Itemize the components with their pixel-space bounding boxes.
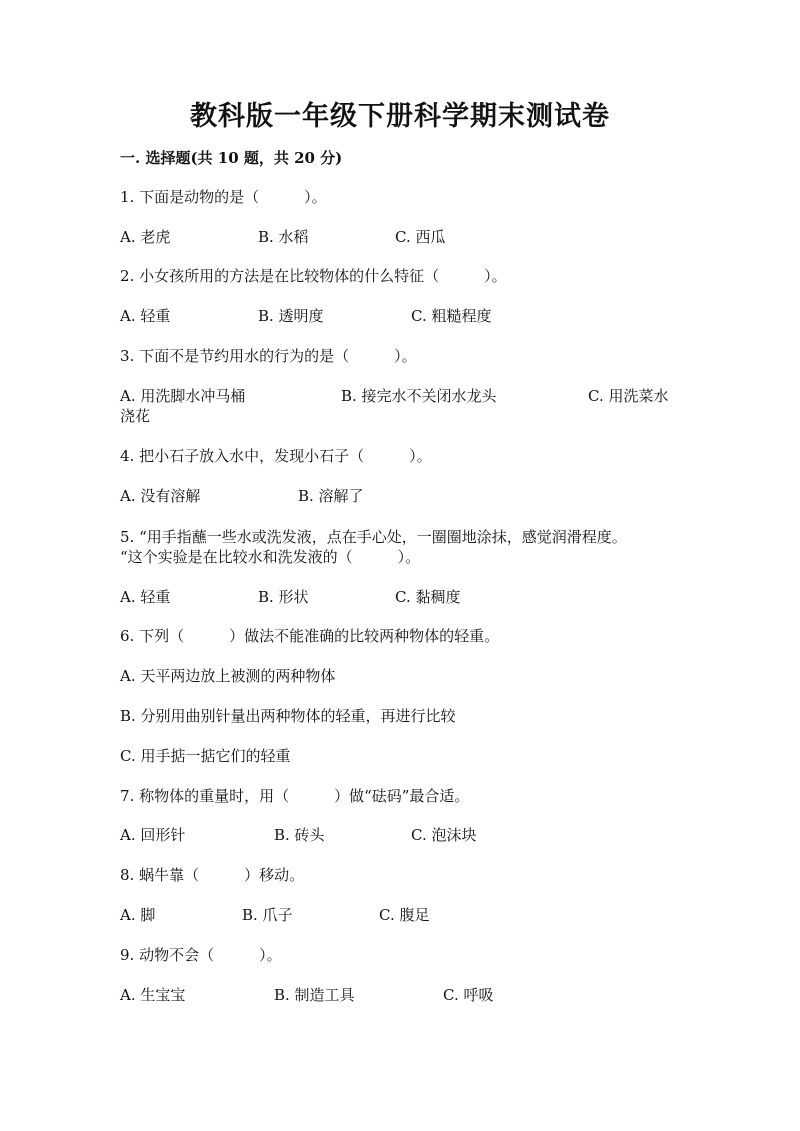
q6-option-c: C. 用手掂一掂它们的轻重 [120,747,291,765]
question-9: 9. 动物不会（ ）。 [120,946,282,964]
q1-option-a: A. 老虎 [120,228,171,246]
q2-option-b: B. 透明度 [258,307,324,325]
question-7: 7. 称物体的重量时，用（ ）做“砝码”最合适。 [120,787,470,805]
q9-option-b: B. 制造工具 [274,986,355,1004]
q3-option-c-continued: 浇花 [120,407,151,425]
q2-option-a: A. 轻重 [120,307,171,325]
q1-option-b: B. 水稻 [258,228,309,246]
question-5: 5. “用手指蘸一些水或洗发液，点在手心处，一圈圈地涂抹，感觉润滑程度。 [120,528,627,546]
q7-option-b: B. 砖头 [274,826,325,844]
question-4: 4. 把小石子放入水中，发现小石子（ ）。 [120,447,432,465]
q2-option-c: C. 粗糙程度 [411,307,492,325]
section-heading: 一. 选择题(共 10 题，共 20 分) [120,149,343,167]
q3-option-a: A. 用洗脚水冲马桶 [120,387,246,405]
q9-option-a: A. 生宝宝 [120,986,186,1004]
q5-option-c: C. 黏稠度 [395,588,461,606]
question-8: 8. 蜗牛靠（ ）移动。 [120,866,305,884]
q3-option-b: B. 接完水不关闭水龙头 [341,387,497,405]
q8-option-c: C. 腹足 [379,906,430,924]
question-1: 1. 下面是动物的是（ ）。 [120,188,327,206]
question-5-continued: “这个实验是在比较水和洗发液的（ ）。 [120,548,421,566]
q3-option-c: C. 用洗菜水 [588,387,669,405]
q5-option-a: A. 轻重 [120,588,171,606]
q4-option-b: B. 溶解了 [298,487,364,505]
q6-option-b: B. 分别用曲别针量出两种物体的轻重，再进行比较 [120,707,456,725]
q7-option-a: A. 回形针 [120,826,186,844]
q8-option-b: B. 爪子 [242,906,293,924]
exam-title: 教科版一年级下册科学期末测试卷 [190,101,610,132]
q8-option-a: A. 脚 [120,906,156,924]
question-6: 6. 下列（ ）做法不能准确的比较两种物体的轻重。 [120,627,500,645]
q9-option-c: C. 呼吸 [443,986,494,1004]
q6-option-a: A. 天平两边放上被测的两种物体 [120,667,336,685]
q5-option-b: B. 形状 [258,588,309,606]
q7-option-c: C. 泡沫块 [411,826,477,844]
q1-option-c: C. 西瓜 [395,228,446,246]
question-3: 3. 下面不是节约用水的行为的是（ ）。 [120,347,417,365]
q4-option-a: A. 没有溶解 [120,487,201,505]
question-2: 2. 小女孩所用的方法是在比较物体的什么特征（ ）。 [120,267,507,285]
